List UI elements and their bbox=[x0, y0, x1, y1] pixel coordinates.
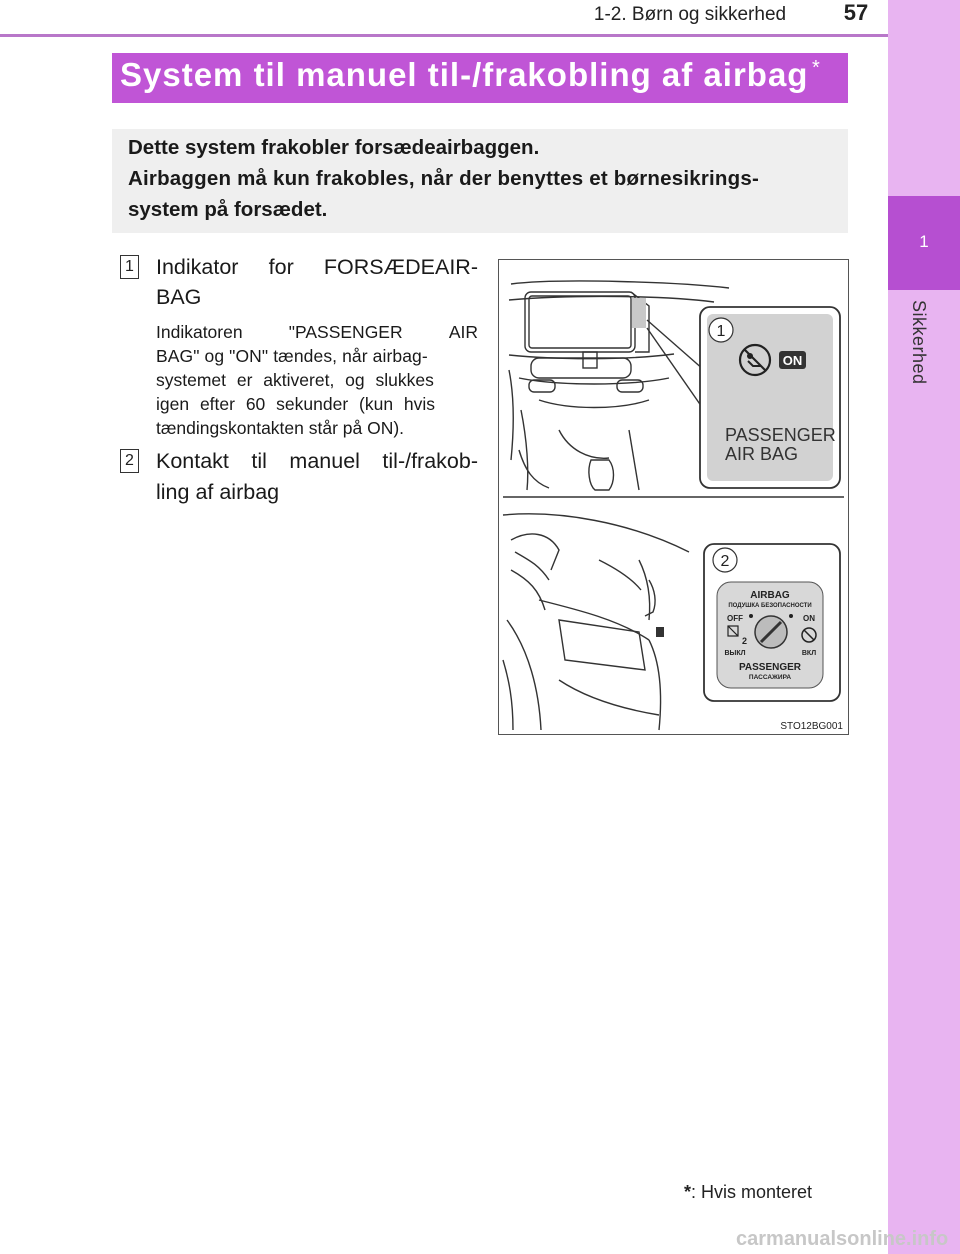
item-2-title-word: Kontakt bbox=[156, 449, 229, 473]
indicator-label-line-2: AIR BAG bbox=[725, 444, 799, 464]
svg-text:2: 2 bbox=[742, 636, 748, 646]
item-2-title-line-2: ling af airbag bbox=[156, 480, 280, 504]
item-1-desc-line-2: BAG" og "ON" tændes, når airbag- bbox=[156, 346, 428, 366]
item-1-desc-line-4: igen efter 60 sekunder (kun hvis bbox=[156, 394, 436, 414]
footnote bbox=[684, 1182, 812, 1203]
item-1-desc-word: "PASSENGER bbox=[288, 322, 403, 342]
item-1-title-line-2: BAG bbox=[156, 285, 202, 309]
page-number: 57 bbox=[843, 0, 869, 25]
intro-line-3: system på forsædet. bbox=[128, 198, 328, 221]
switch-label-bottom: PASSENGER bbox=[738, 662, 802, 673]
footnote-text: : Hvis monteret bbox=[691, 1182, 813, 1202]
switch-off-label-ru: ВЫКЛ bbox=[724, 650, 746, 657]
item-2-title-line-1 bbox=[156, 449, 478, 474]
on-dot bbox=[789, 614, 793, 618]
lower-dashboard-drawing bbox=[503, 514, 689, 730]
title-asterisk: * bbox=[812, 57, 820, 79]
item-1-desc-line-1 bbox=[156, 322, 478, 343]
intro-line-1: Dette system frakobler forsædeairbaggen. bbox=[128, 136, 540, 159]
watermark: carmanualsonline.info bbox=[736, 1228, 949, 1250]
item-2-title-word: til-/frakob- bbox=[382, 449, 478, 473]
callout-1-number: 1 bbox=[716, 323, 726, 340]
item-1-number: 1 bbox=[120, 255, 139, 279]
side-tab-label: Sikkerhed bbox=[909, 300, 929, 385]
switch-on-label: ON bbox=[803, 614, 815, 623]
item-1-desc-word: Indikatoren bbox=[156, 322, 243, 342]
item-1-desc-line-3: systemet er aktiveret, og slukkes bbox=[156, 370, 434, 390]
upper-dashboard-drawing bbox=[509, 281, 729, 490]
intro-box bbox=[112, 129, 848, 233]
item-2-number: 2 bbox=[120, 449, 139, 473]
dashboard-illustration bbox=[498, 259, 849, 735]
switch-label-top-ru: ПОДУШКА БЕЗОПАСНОСТИ bbox=[728, 603, 812, 609]
item-1-title-word: Indikator bbox=[156, 255, 239, 279]
illustration-svg bbox=[499, 260, 848, 734]
item-2-title-word: til bbox=[251, 449, 267, 473]
item-1-desc-line-5: tændingskontakten står på ON). bbox=[156, 418, 405, 438]
leader-line-1 bbox=[647, 320, 704, 370]
switch-label-bottom-ru: ПАССАЖИРА bbox=[748, 674, 792, 681]
item-1-desc-word: AIR bbox=[448, 322, 478, 342]
header-rule bbox=[0, 34, 888, 37]
indicator-location bbox=[632, 298, 646, 328]
leader-line-1b bbox=[647, 328, 704, 410]
switch-location bbox=[656, 627, 664, 637]
intro-line-2: Airbaggen må kun frakobles, når der benyttes et børnesikrings- bbox=[128, 167, 759, 190]
on-lamp-label: ON bbox=[782, 353, 803, 368]
item-2-title-word: manuel bbox=[289, 449, 360, 473]
side-tab-strip bbox=[888, 0, 960, 1254]
item-1-title-word: FORSÆDEAIR- bbox=[323, 255, 478, 279]
footnote-asterisk: * bbox=[684, 1182, 692, 1202]
side-tab-number: 1 bbox=[919, 232, 929, 251]
item-1-title-word: for bbox=[268, 255, 294, 279]
switch-label-top: AIRBAG bbox=[750, 590, 790, 601]
switch-on-label-ru: ВКЛ bbox=[801, 650, 817, 657]
off-dot bbox=[749, 614, 753, 618]
indicator-label-line-1: PASSENGER bbox=[725, 425, 836, 445]
item-1-title-line-1 bbox=[156, 255, 478, 280]
switch-off-label: OFF bbox=[727, 614, 743, 623]
callout-2-number: 2 bbox=[720, 553, 730, 570]
figure-code: STO12BG001 bbox=[780, 721, 843, 732]
running-header-section: 1-2. Børn og sikkerhed bbox=[593, 4, 787, 25]
section-title: System til manuel til-/frakobling af airbag bbox=[120, 56, 809, 93]
